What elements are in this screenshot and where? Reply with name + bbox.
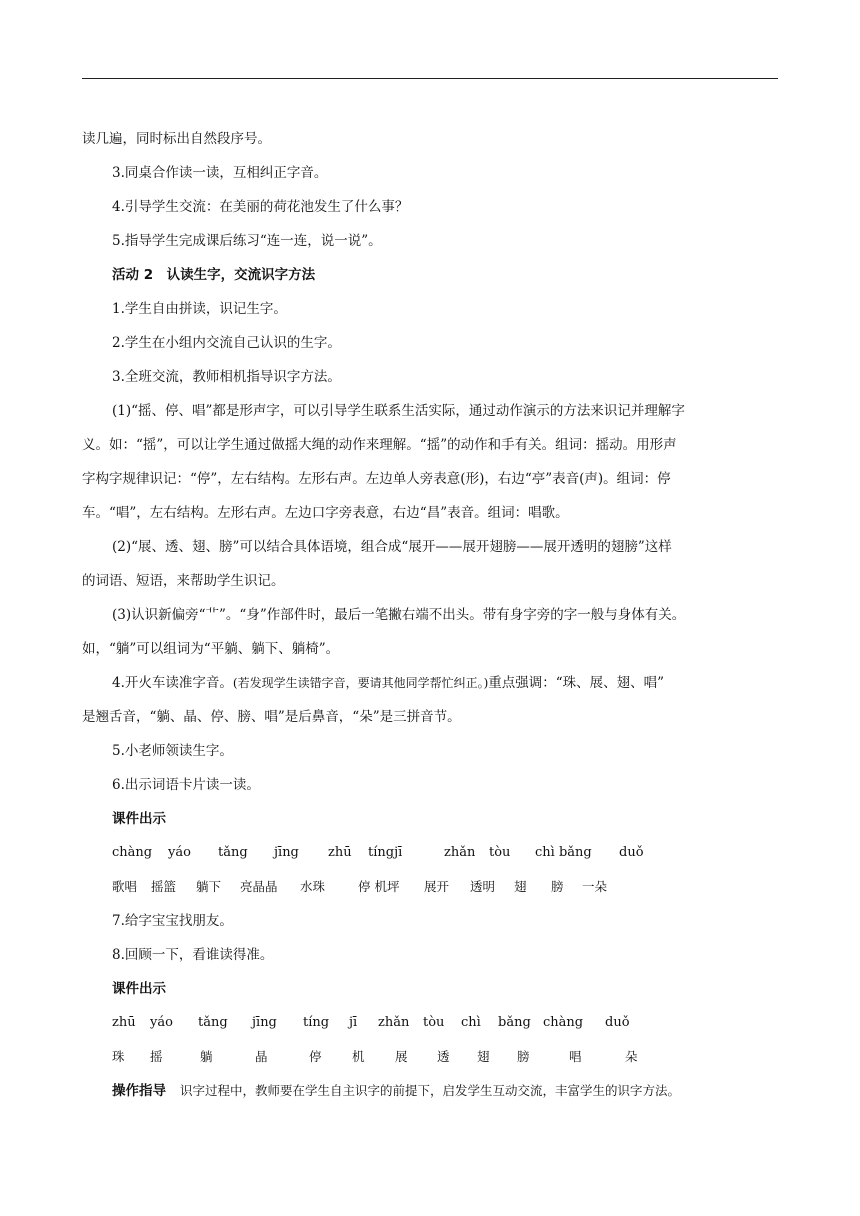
pinyin: jī	[349, 1015, 358, 1030]
paragraph: 5.小老师领读生字。	[112, 743, 233, 759]
word: 翅	[477, 1049, 490, 1064]
word: 透	[437, 1049, 450, 1064]
paragraph: 读几遍，同时标出自然段序号。	[82, 131, 271, 147]
word-row	[82, 870, 782, 904]
word: 透明	[470, 879, 496, 894]
word: 躺	[200, 1049, 213, 1064]
pinyin-row	[82, 836, 782, 870]
word: 朵	[625, 1049, 638, 1064]
paragraph: 是翘舌音，“躺、晶、停、膀、唱”是后鼻音，“朵”是三拼音节。	[82, 709, 461, 725]
word: 水珠	[300, 879, 326, 894]
text-run-note: (若发现学生读错字音，要请其他同学帮忙纠正。)	[232, 676, 489, 690]
word: 珠	[112, 1049, 125, 1064]
word: 膀	[517, 1049, 530, 1064]
pinyin: chì	[461, 1015, 481, 1030]
paragraph: 8.回顾一下，看谁读得准。	[112, 947, 274, 963]
paragraph: (1)“摇、停、唱”都是形声字，可以引导学生联系生活实际，通过动作演示的方法来识记并理解字	[112, 403, 685, 419]
word: 唱	[569, 1049, 582, 1064]
text-run: 重点强调：“珠、展、翅、唱”	[488, 675, 665, 691]
paragraph: 如，“躺”可以组词为“平躺、躺下、躺椅”。	[82, 641, 340, 657]
word: 膀	[551, 879, 564, 894]
paragraph: 义。如：“摇”，可以让学生通过做摇大绳的动作来理解。“摇”的动作和手有关。组词：摇动。用形声	[82, 437, 677, 453]
word: 一朵	[582, 879, 608, 894]
courseware-label: 课件出示	[112, 981, 166, 997]
word: 展	[395, 1049, 408, 1064]
operation-guidance	[82, 1074, 782, 1108]
word: 停 机坪	[358, 879, 400, 894]
pinyin: jīng	[252, 1015, 277, 1030]
pinyin: chàng	[112, 845, 153, 860]
paragraph: 7.给字宝宝找朋友。	[112, 913, 233, 929]
paragraph: 5.指导学生完成课后练习“连一连，说一说”。	[112, 233, 382, 249]
courseware-label: 课件出示	[112, 811, 166, 827]
pinyin: chì bǎng	[535, 845, 592, 860]
paragraph: (2)“展、透、翅、膀”可以结合具体语境，组合成“展开——展开翅膀——展开透明的翅膀”这样	[112, 539, 672, 555]
text-run: 4.开火车读准字音。	[112, 675, 233, 691]
paragraph	[82, 666, 782, 700]
word-row	[82, 1040, 782, 1074]
document-body	[82, 122, 782, 1108]
word: 亮晶晶	[240, 879, 278, 894]
paragraph: (3)认识新偏旁“⻀”。“身”作部件时，最后一笔撇右端不出头。带有身字旁的字一般与身体有关。	[112, 607, 686, 623]
pinyin-row	[82, 1006, 782, 1040]
word: 摇篮	[151, 879, 177, 894]
paragraph: 3.全班交流，教师相机指导识字方法。	[112, 369, 341, 385]
word: 机	[352, 1049, 365, 1064]
pinyin: tòu	[423, 1015, 445, 1030]
pinyin: tǎng	[218, 845, 248, 860]
paragraph: 车。“唱”，左右结构。左形右声。左边口字旁表意，右边“昌”表音。组词：唱歌。	[82, 505, 569, 521]
paragraph: 4.引导学生交流：在美丽的荷花池发生了什么事？	[112, 199, 409, 215]
pinyin: jīng	[274, 845, 299, 860]
paragraph: 6.出示词语卡片读一读。	[112, 777, 260, 793]
pinyin: tíng	[303, 1015, 330, 1030]
word: 晶	[255, 1049, 268, 1064]
pinyin: chàng	[543, 1015, 584, 1030]
operation-guidance-label: 操作指导	[112, 1083, 166, 1099]
pinyin: duǒ	[605, 1015, 630, 1030]
pinyin: zhǎn	[378, 1015, 410, 1030]
word: 停	[309, 1049, 322, 1064]
operation-guidance-text: 识字过程中，教师要在学生自主识字的前提下，启发学生互动交流，丰富学生的识字方法。	[180, 1083, 681, 1098]
paragraph: 3.同桌合作读一读，互相纠正字音。	[112, 165, 328, 181]
paragraph: 的词语、短语，来帮助学生识记。	[82, 573, 285, 589]
word: 展开	[424, 879, 450, 894]
activity-heading: 活动 2 认读生字，交流识字方法	[112, 267, 316, 283]
word: 歌唱	[112, 879, 138, 894]
pinyin: tíngjī	[368, 845, 403, 860]
pinyin: zhǎn	[444, 845, 476, 860]
pinyin: tòu	[489, 845, 511, 860]
pinyin: yáo	[168, 845, 191, 860]
pinyin: bǎng	[498, 1015, 531, 1030]
word: 躺下	[196, 879, 222, 894]
paragraph: 字构字规律识记：“停”，左右结构。左形右声。左边单人旁表意(形)，右边“亭”表音(声)。组词：停	[82, 471, 671, 487]
paragraph: 1.学生自由拼读，识记生字。	[112, 301, 287, 317]
word: 摇	[150, 1049, 163, 1064]
word: 翅	[514, 879, 527, 894]
pinyin: duǒ	[619, 845, 644, 860]
pinyin: zhū	[112, 1015, 136, 1030]
header-rule	[82, 78, 778, 79]
pinyin: zhū	[328, 845, 352, 860]
pinyin: tǎng	[198, 1015, 228, 1030]
pinyin: yáo	[150, 1015, 173, 1030]
paragraph: 2.学生在小组内交流自己认识的生字。	[112, 335, 341, 351]
